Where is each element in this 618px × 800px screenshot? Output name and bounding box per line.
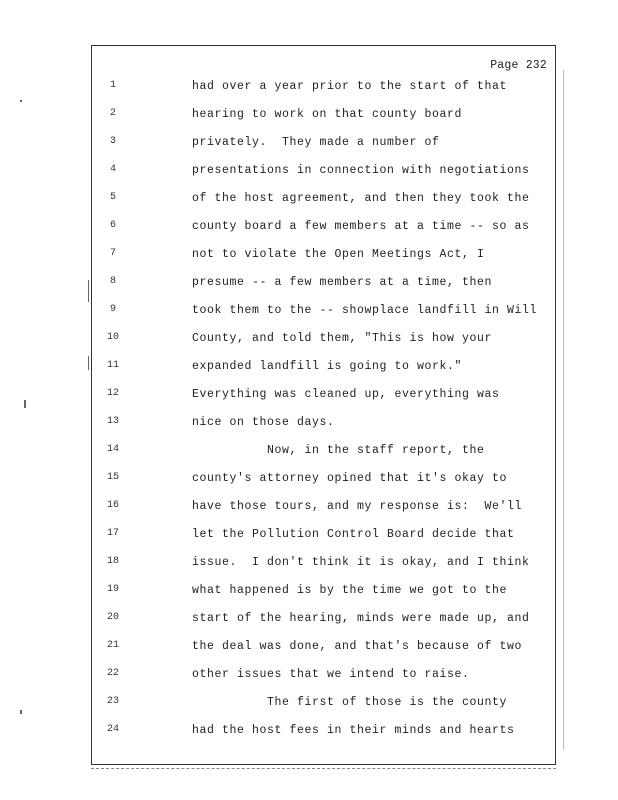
transcript-line: let the Pollution Control Board decide that [192,528,515,541]
transcript-line: not to violate the Open Meetings Act, I [192,248,485,261]
transcript-line: had the host fees in their minds and hearts [192,724,515,737]
scan-bottom-edge [91,766,556,769]
line-number: 12 [106,388,119,399]
transcript-line: other issues that we intend to raise. [192,668,470,681]
transcript-line: had over a year prior to the start of that [192,80,508,93]
line-number: 1 [109,80,116,91]
line-number: 19 [106,584,119,595]
line-number: 20 [106,612,119,623]
line-number: 9 [109,304,116,315]
transcript-line: presentations in connection with negotiations [192,164,530,177]
transcript-line: County, and told them, "This is how your [192,332,493,345]
scan-speck [20,100,22,102]
transcript-line: of the host agreement, and then they took the [192,192,530,205]
transcript-line: county's attorney opined that it's okay to [192,472,508,485]
line-number: 23 [106,696,119,707]
transcript-line: privately. They made a number of [192,136,440,149]
line-number: 16 [106,500,119,511]
line-number: 4 [109,164,116,175]
line-number: 15 [106,472,119,483]
transcript-line: county board a few members at a time -- so as [192,220,530,233]
scan-edge-line [563,70,564,750]
page-number: Page 232 [490,59,547,72]
line-number: 22 [106,668,119,679]
scan-speck [24,400,26,408]
transcript-line: Now, in the staff report, the [192,444,485,457]
scan-speck [20,710,22,714]
line-number: 13 [106,416,119,427]
line-number: 17 [106,528,119,539]
transcript-line: nice on those days. [192,416,335,429]
line-number: 18 [106,556,119,567]
scan-speck [88,280,89,302]
transcript-line: have those tours, and my response is: We'll [192,500,523,513]
line-number: 24 [106,724,119,735]
transcript-line: took them to the -- showplace landfill in Will [192,304,538,317]
line-number: 10 [106,332,119,343]
scan-speck [88,356,89,370]
transcript-line: The first of those is the county [192,696,508,709]
line-number: 3 [109,136,116,147]
transcript-line: what happened is by the time we got to the [192,584,508,597]
line-number: 5 [109,192,116,203]
transcript-page [91,45,556,765]
line-number: 21 [106,640,119,651]
line-number: 14 [106,444,119,455]
transcript-line: expanded landfill is going to work." [192,360,463,373]
transcript-line: the deal was done, and that's because of two [192,640,523,653]
line-number: 7 [109,248,116,259]
transcript-line: presume -- a few members at a time, then [192,276,493,289]
transcript-line: start of the hearing, minds were made up, and [192,612,530,625]
line-number: 11 [106,360,119,371]
line-number: 2 [109,108,116,119]
transcript-line: issue. I don't think it is okay, and I think [192,556,530,569]
transcript-line: Everything was cleaned up, everything was [192,388,500,401]
line-number: 8 [109,276,116,287]
line-number: 6 [109,220,116,231]
transcript-line: hearing to work on that county board [192,108,463,121]
